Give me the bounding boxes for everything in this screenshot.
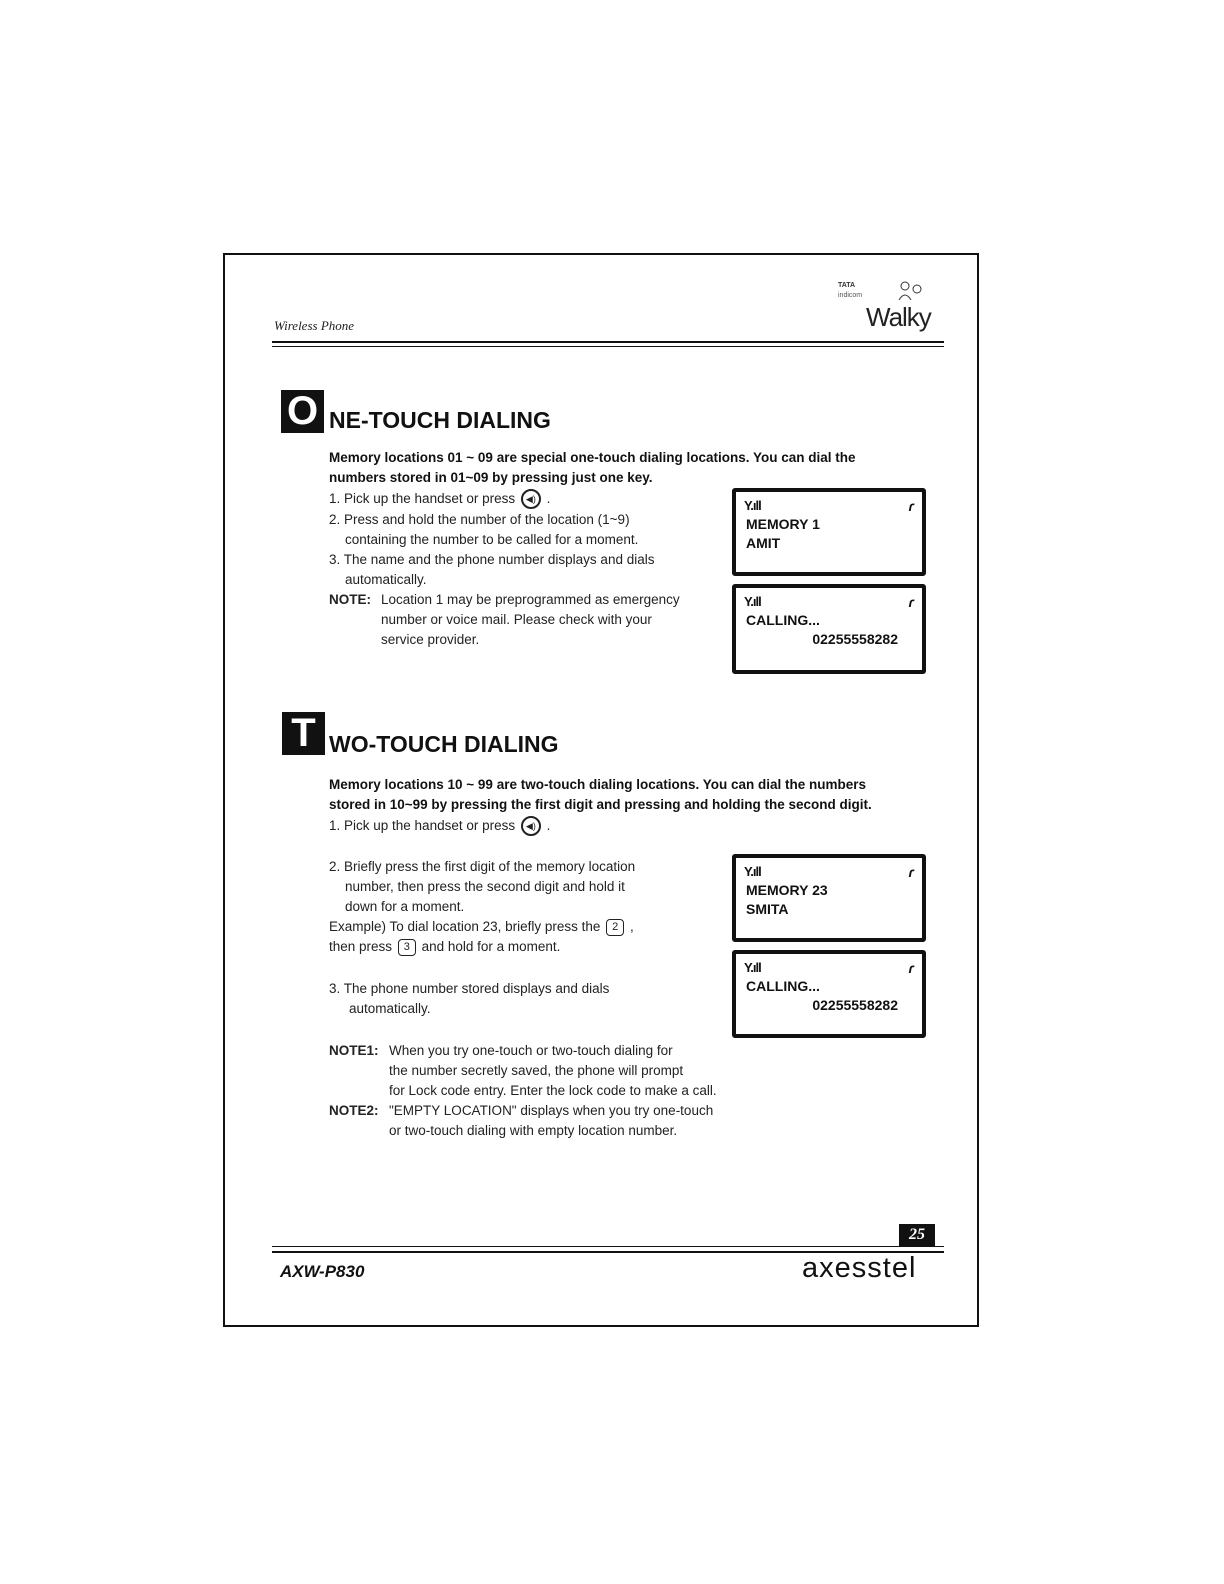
logo-figure-icon	[895, 280, 935, 300]
step-text: 1. Pick up the handset or press	[329, 491, 516, 506]
signal-icon: Y.ıll	[744, 498, 761, 513]
phone-screen-memory	[732, 854, 926, 942]
section-title-one-touch: NE-TOUCH DIALING	[329, 407, 551, 433]
signal-icon: Y.ıll	[744, 864, 761, 879]
screen-line: SMITA	[746, 901, 789, 917]
note-text: or two-touch dialing with empty location number.	[389, 1123, 678, 1138]
screen-line: AMIT	[746, 535, 781, 551]
note-label: NOTE:	[329, 592, 371, 607]
section-icon-o: O	[281, 390, 324, 433]
step-3: 3. The phone number stored displays and dials	[329, 981, 610, 996]
section-title-two-touch: WO-TOUCH DIALING	[329, 731, 559, 757]
step-text: 1. Pick up the handset or press	[329, 818, 516, 833]
example-text: then press	[329, 939, 393, 954]
model-number: AXW-P830	[280, 1262, 365, 1281]
step-1	[329, 816, 550, 836]
page-number: 25	[899, 1224, 935, 1246]
intro-line: numbers stored in 01~09 by pressing just one key.	[329, 470, 653, 485]
handset-icon: ɾ	[908, 960, 914, 976]
note-text: number or voice mail. Please check with your	[381, 612, 652, 627]
header-rule-thin	[272, 346, 944, 347]
step-2: 2. Briefly press the first digit of the memory location	[329, 859, 636, 874]
logo-brand: TATA	[838, 282, 856, 289]
note-text: "EMPTY LOCATION" displays when you try one-touch	[389, 1103, 714, 1118]
step-2-cont: containing the number to be called for a moment.	[345, 532, 639, 547]
step-3-cont: automatically.	[349, 1001, 431, 1016]
step-2-cont: down for a moment.	[345, 899, 465, 914]
intro-line: Memory locations 01 ~ 09 are special one-touch dialing locations. You can dial the	[329, 450, 856, 465]
handset-icon: ɾ	[908, 498, 914, 514]
example-line	[329, 917, 634, 937]
signal-icon: Y.ıll	[744, 594, 761, 609]
note-text: Location 1 may be preprogrammed as emergency	[381, 592, 680, 607]
note-text: for Lock code entry. Enter the lock code to make a call.	[389, 1083, 717, 1098]
example-line	[329, 937, 560, 957]
logo-name: Walky	[866, 302, 931, 332]
step-3-cont: automatically.	[345, 572, 427, 587]
example-text: ,	[629, 919, 634, 934]
handset-icon: ɾ	[908, 864, 914, 880]
note-text: the number secretly saved, the phone will prompt	[389, 1063, 684, 1078]
screen-line: MEMORY 23	[746, 882, 828, 898]
header-title: Wireless Phone	[274, 318, 355, 333]
example-text: and hold for a moment.	[421, 939, 561, 954]
signal-icon: Y.ıll	[744, 960, 761, 975]
section-icon-t: T	[282, 712, 325, 755]
logo-tagline: indicom	[838, 292, 863, 299]
talk-key-icon: ◀)	[521, 816, 541, 836]
screen-line: MEMORY 1	[746, 516, 820, 532]
screen-line: CALLING...	[746, 978, 820, 994]
intro-line: stored in 10~99 by pressing the first digit and pressing and holding the second digit.	[329, 797, 872, 812]
brand-logo: axesstel	[802, 1252, 917, 1284]
step-2: 2. Press and hold the number of the location (1~9)	[329, 512, 630, 527]
step-2-cont: number, then press the second digit and hold it	[345, 879, 625, 894]
note-text: When you try one-touch or two-touch dialing for	[389, 1043, 673, 1058]
phone-screen-calling	[732, 950, 926, 1038]
example-text: Example) To dial location 23, briefly press the	[329, 919, 601, 934]
screen-line: CALLING...	[746, 612, 820, 628]
step-1	[329, 489, 550, 509]
handset-icon: ɾ	[908, 594, 914, 610]
step-end: .	[546, 818, 551, 833]
step-end: .	[546, 491, 551, 506]
intro-line: Memory locations 10 ~ 99 are two-touch dialing locations. You can dial the numbers	[329, 777, 866, 792]
phone-screen-memory	[732, 488, 926, 576]
screen-number: 02255558282	[812, 997, 898, 1013]
key-2-icon: 2	[606, 919, 624, 936]
note1-label: NOTE1:	[329, 1043, 379, 1058]
screen-number: 02255558282	[812, 631, 898, 647]
talk-key-icon: ◀)	[521, 489, 541, 509]
step-3: 3. The name and the phone number displays and dials	[329, 552, 655, 567]
phone-screen-calling	[732, 584, 926, 674]
header-rule	[272, 341, 944, 343]
key-3-icon: 3	[398, 939, 416, 956]
footer-rule	[272, 1246, 944, 1247]
note2-label: NOTE2:	[329, 1103, 379, 1118]
note-text: service provider.	[381, 632, 480, 647]
